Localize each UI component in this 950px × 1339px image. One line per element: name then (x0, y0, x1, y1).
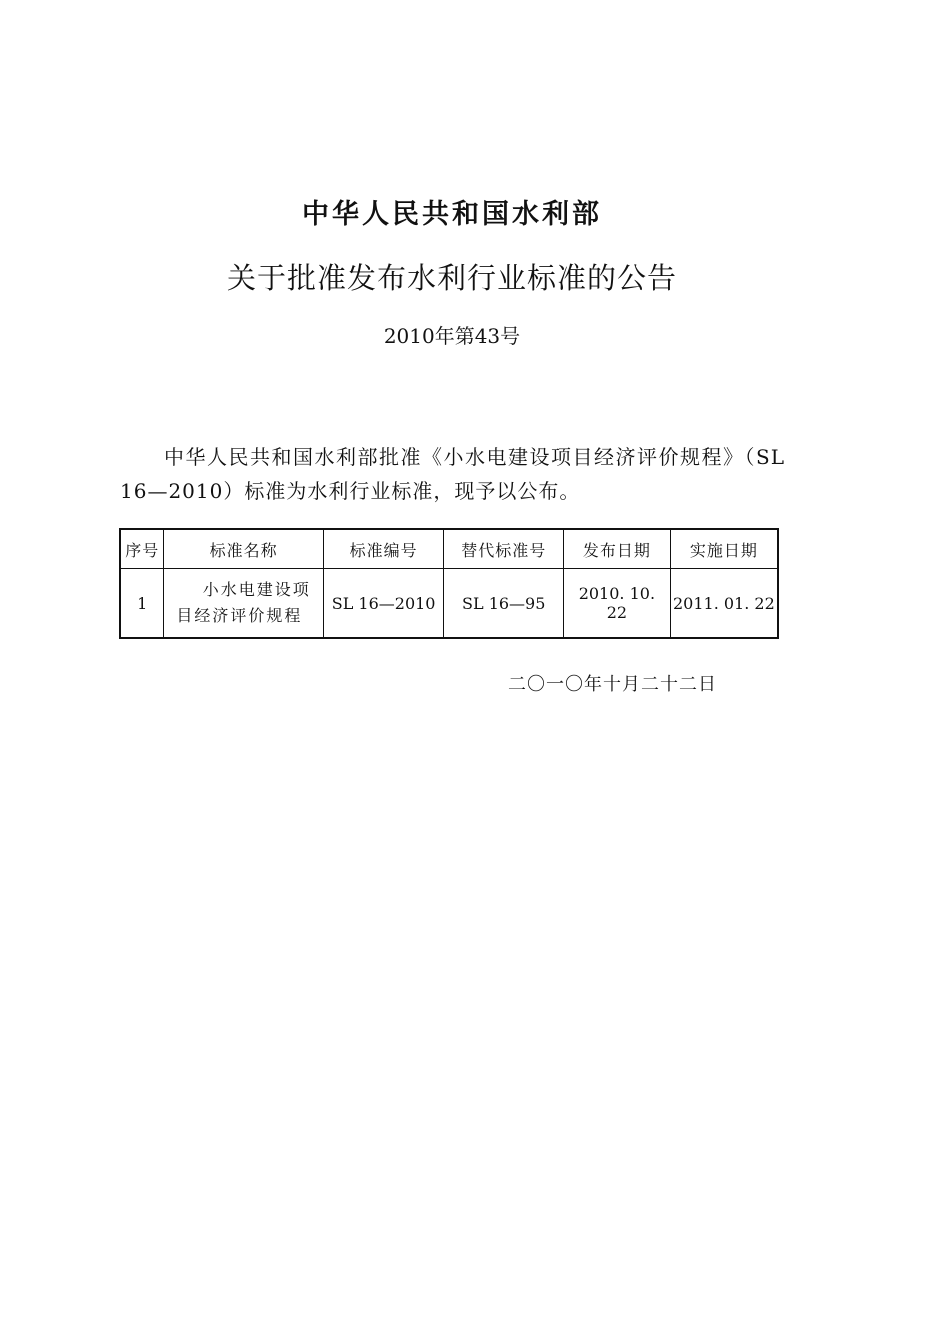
cell-published: 2010. 10. 22 (564, 569, 671, 639)
cell-effective: 2011. 01. 22 (670, 569, 778, 639)
announcement-body: 中华人民共和国水利部批准《小水电建设项目经济评价规程》（SL 16—2010）标准为水利行业标准，现予以公布。 (120, 445, 785, 503)
announcement-title: 关于批准发布水利行业标准的公告 (226, 261, 677, 295)
cell-name-line2: 目经济评价规程 (176, 606, 303, 625)
header-effective: 实施日期 (670, 529, 778, 569)
header-replaces: 替代标准号 (444, 529, 564, 569)
cell-name (164, 569, 323, 639)
header-name: 标准名称 (164, 529, 323, 569)
table-row (120, 569, 778, 639)
cell-index: 1 (120, 569, 164, 639)
cell-name-line1: 小水电建设项 (202, 580, 311, 599)
standards-table (119, 528, 779, 639)
header-index: 序号 (120, 529, 164, 569)
announcement-date: 二〇一〇年十月二十二日 (508, 674, 717, 695)
announcement-number: 2010年第43号 (383, 324, 521, 348)
header-published: 发布日期 (564, 529, 671, 569)
table-header-row (120, 529, 778, 569)
cell-code: SL 16—2010 (323, 569, 444, 639)
issuer-heading: 中华人民共和国水利部 (302, 199, 602, 230)
header-code: 标准编号 (323, 529, 444, 569)
cell-replaces: SL 16—95 (444, 569, 564, 639)
